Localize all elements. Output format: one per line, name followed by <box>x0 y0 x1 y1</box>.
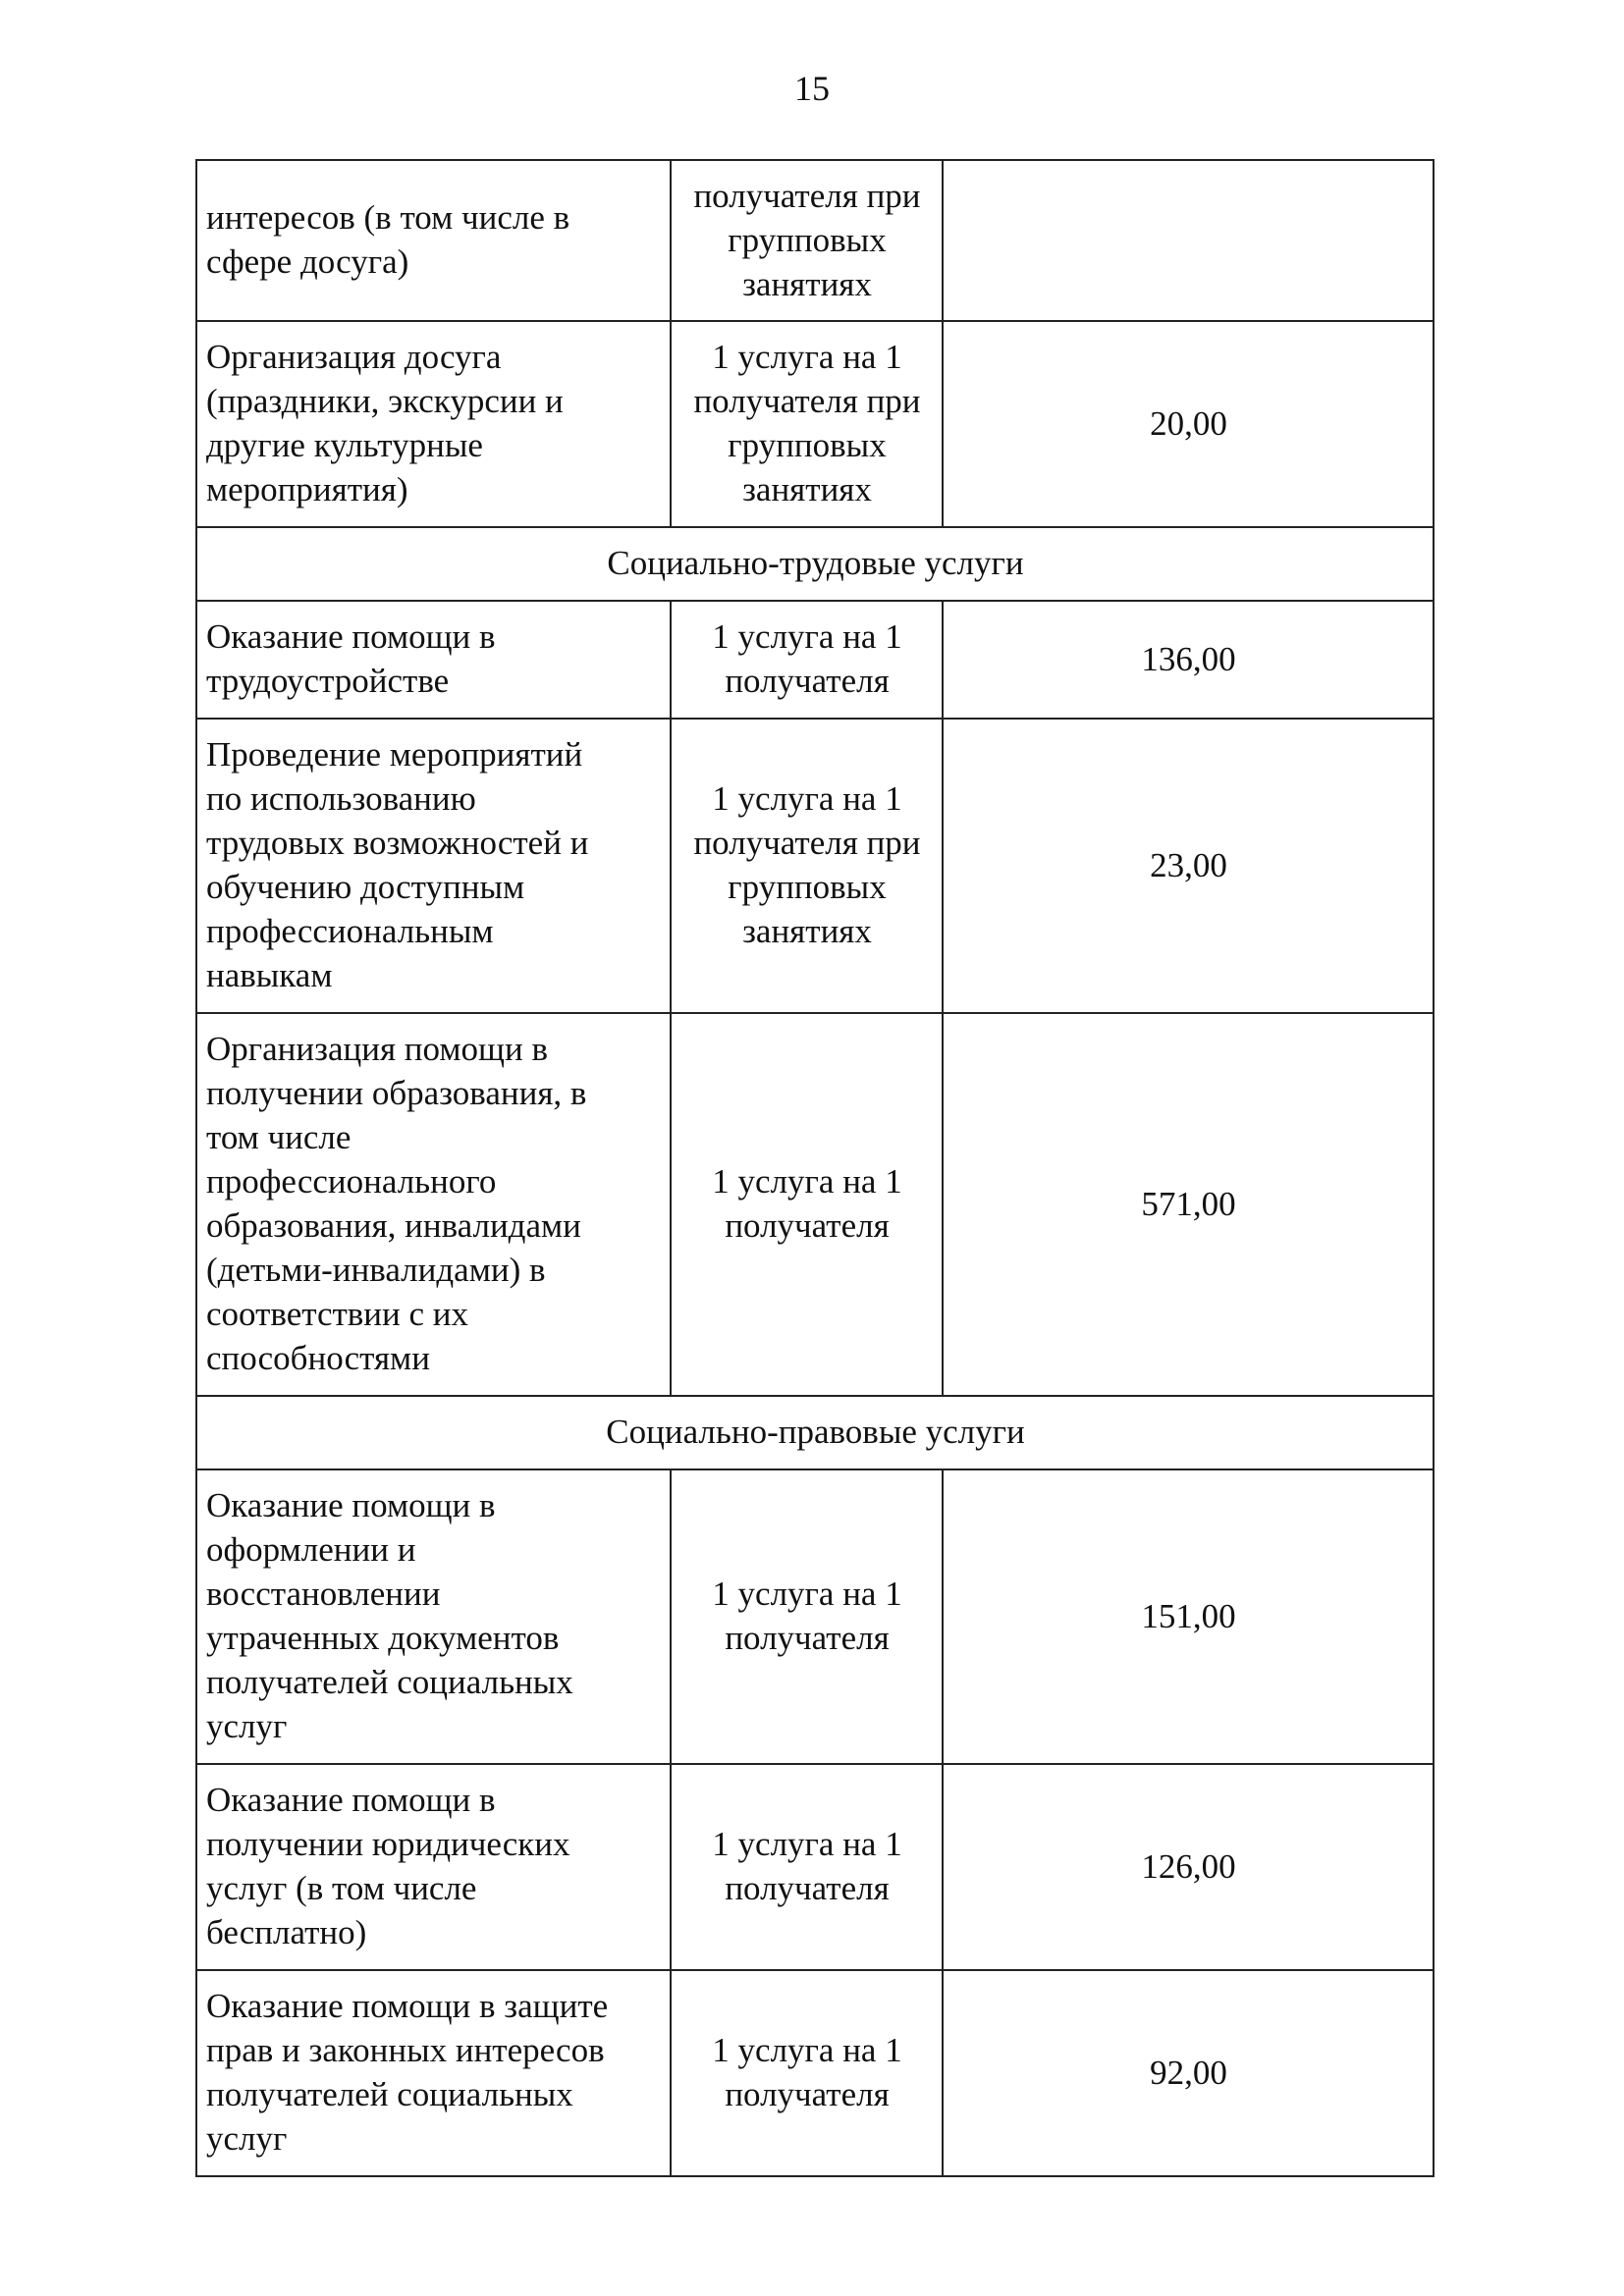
service-name-cell: Оказание помощи в защите прав и законных интересов получателей социальных услуг <box>196 1970 671 2176</box>
service-unit-cell: 1 услуга на 1 получателя при групповых занятиях <box>671 321 943 527</box>
service-price-cell: 92,00 <box>943 1970 1434 2176</box>
service-name-cell: Оказание помощи в оформлении и восстановлении утраченных документов получателей социальных услуг <box>196 1469 671 1764</box>
section-title-social-legal: Социально-правовые услуги <box>196 1396 1434 1469</box>
service-name-cell: Проведение мероприятий по использованию трудовых возможностей и обучению доступным профессиональным навыкам <box>196 719 671 1013</box>
section-row <box>196 527 1434 601</box>
service-name-cell: интересов (в том числе в сфере досуга) <box>196 160 671 321</box>
table-row <box>196 1013 1434 1396</box>
table-row <box>196 1469 1434 1764</box>
service-unit-cell: 1 услуга на 1 получателя <box>671 1970 943 2176</box>
service-unit-cell: 1 услуга на 1 получателя <box>671 1469 943 1764</box>
page-number: 15 <box>794 69 830 108</box>
service-unit-cell: 1 услуга на 1 получателя <box>671 601 943 719</box>
table-row <box>196 1970 1434 2176</box>
service-name-cell: Оказание помощи в получении юридических услуг (в том числе бесплатно) <box>196 1764 671 1970</box>
services-price-table <box>195 159 1435 2177</box>
service-price-cell: 126,00 <box>943 1764 1434 1970</box>
table-row <box>196 321 1434 527</box>
section-title-social-labor: Социально-трудовые услуги <box>196 527 1434 601</box>
table-row <box>196 160 1434 321</box>
service-name-cell: Организация помощи в получении образования, в том числе профессионального образования, инвалидами (детьми-инвалидами) в соответствии с их способностями <box>196 1013 671 1396</box>
service-price-cell: 151,00 <box>943 1469 1434 1764</box>
table-row <box>196 601 1434 719</box>
service-name-cell: Организация досуга (праздники, экскурсии и другие культурные мероприятия) <box>196 321 671 527</box>
service-unit-cell: 1 услуга на 1 получателя <box>671 1013 943 1396</box>
table-row <box>196 1764 1434 1970</box>
service-price-cell: 571,00 <box>943 1013 1434 1396</box>
service-price-cell <box>943 160 1434 321</box>
section-row <box>196 1396 1434 1469</box>
service-price-cell: 23,00 <box>943 719 1434 1013</box>
service-price-cell: 136,00 <box>943 601 1434 719</box>
service-name-cell: Оказание помощи в трудоустройстве <box>196 601 671 719</box>
service-unit-cell: 1 услуга на 1 получателя при групповых занятиях <box>671 719 943 1013</box>
service-unit-cell: получателя при групповых занятиях <box>671 160 943 321</box>
service-price-cell: 20,00 <box>943 321 1434 527</box>
table-row <box>196 719 1434 1013</box>
service-unit-cell: 1 услуга на 1 получателя <box>671 1764 943 1970</box>
